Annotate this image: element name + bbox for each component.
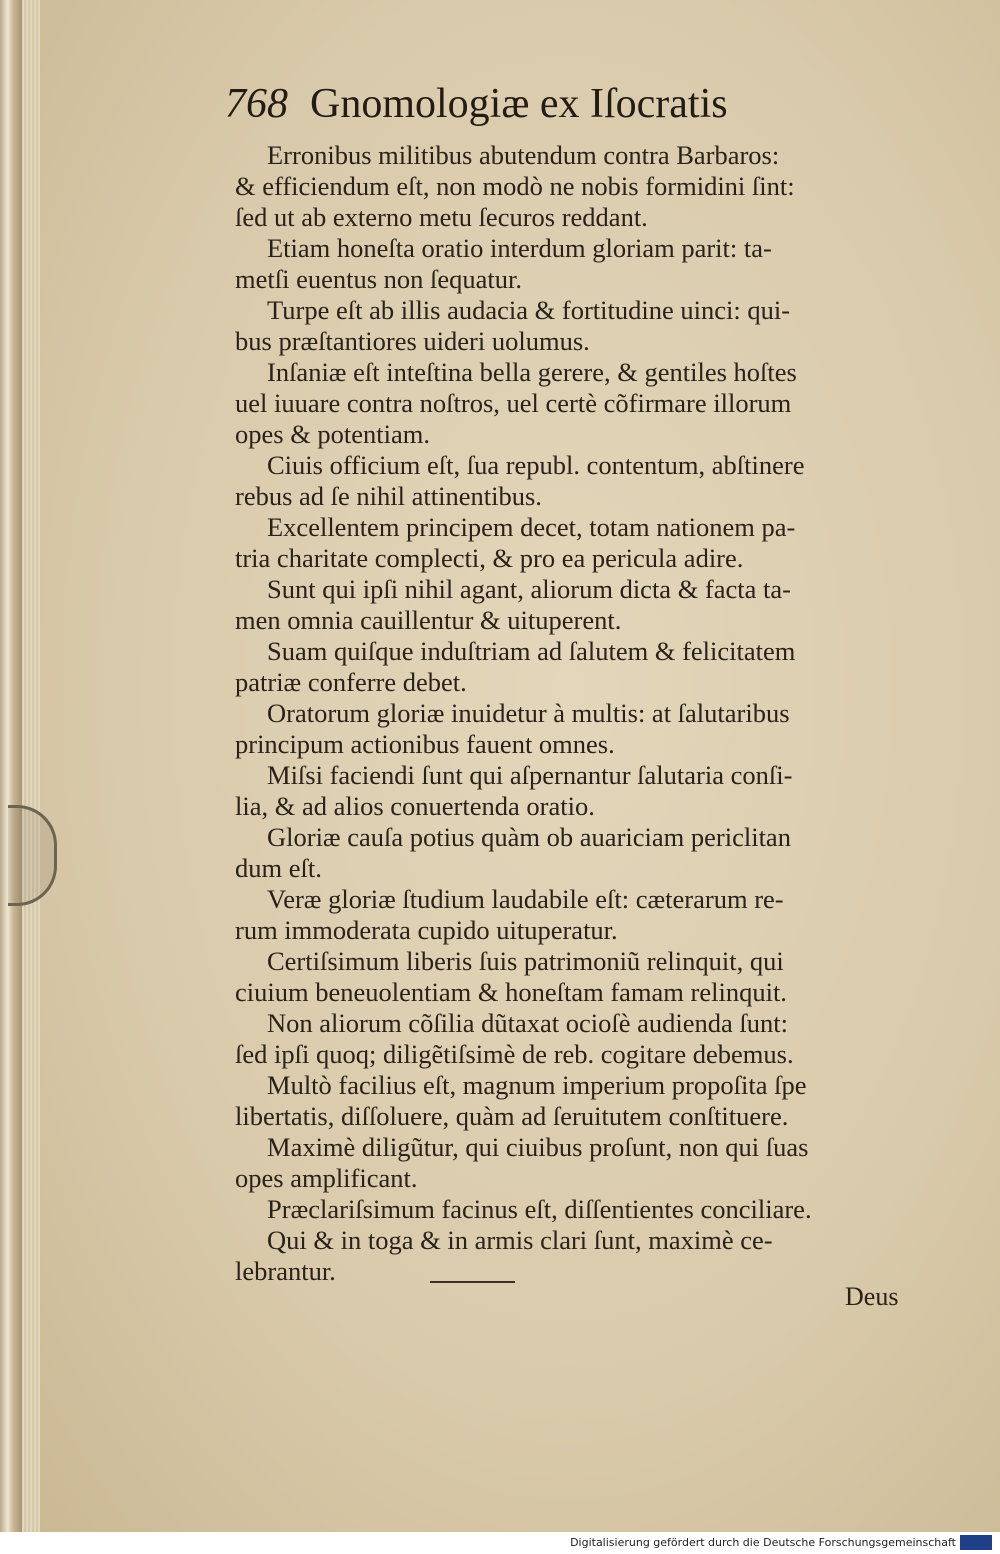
text-line: ſed ipſi quoq; diligẽtiſsimè de reb. cogitare debemus.: [235, 1039, 794, 1069]
book-binding: [0, 0, 22, 1532]
text-line: bus præſtantiores uideri uolumus.: [235, 326, 590, 356]
end-rule: [430, 1281, 515, 1283]
text-line: Gloriæ cauſa potius quàm ob auariciam periclitan: [267, 822, 791, 852]
text-line: Inſaniæ eſt inteſtina bella gerere, & gentiles hoſtes: [267, 357, 797, 387]
page-number: 768: [225, 81, 288, 127]
dfg-logo: [960, 1535, 992, 1550]
text-line: Præclariſsimum facinus eſt, diſſentientes conciliare.: [267, 1194, 812, 1224]
text-line: Miſsi faciendi ſunt qui aſpernantur ſalutaria conſi-: [267, 760, 793, 790]
text-line: men omnia cauillentur & uituperent.: [235, 605, 622, 635]
text-line: Excellentem principem decet, totam nationem pa-: [267, 512, 796, 542]
text-line: rum immoderata cupido uituperatur.: [235, 915, 618, 945]
text-line: Maximè diligũtur, qui ciuibus proſunt, non qui ſuas: [267, 1132, 809, 1162]
text-line: Veræ gloriæ ſtudium laudabile eſt: cæterarum re-: [267, 884, 784, 914]
text-line: Etiam honeſta oratio interdum gloriam parit: ta-: [267, 233, 772, 263]
text-line: patriæ conferre debet.: [235, 667, 467, 697]
text-line: & efficiendum eſt, non modò ne nobis formidini ſint:: [235, 171, 795, 201]
running-head: [225, 80, 925, 136]
funding-credit: Digitalisierung gefördert durch die Deutsche Forschungsgemeinschaft: [570, 1536, 956, 1549]
text-line: Sunt qui ipſi nihil agant, aliorum dicta & facta ta-: [267, 574, 791, 604]
text-line: Turpe eſt ab illis audacia & fortitudine uinci: qui-: [267, 295, 791, 325]
page-edges: [22, 0, 40, 1532]
text-line: Certiſsimum liberis ſuis patrimoniũ relinquit, qui: [267, 946, 784, 976]
text-line: principum actionibus fauent omnes.: [235, 729, 615, 759]
page-title: Gnomologiæ ex Iſocratis: [310, 81, 728, 127]
text-line: Ciuis officium eſt, ſua republ. contentum, abſtinere: [267, 450, 805, 480]
text-line: Erronibus militibus abutendum contra Barbaros:: [267, 140, 780, 170]
catchword: Deus: [845, 1282, 899, 1311]
text-line: Qui & in toga & in armis clari ſunt, maximè ce-: [267, 1225, 773, 1255]
text-line: Multò facilius eſt, magnum imperium propoſita ſpe: [267, 1070, 807, 1100]
text-line: dum eſt.: [235, 853, 322, 883]
text-line: rebus ad ſe nihil attinentibus.: [235, 481, 542, 511]
text-line: tria charitate complecti, & pro ea pericula adire.: [235, 543, 744, 573]
text-line: Suam quiſque induſtriam ad ſalutem & felicitatem: [267, 636, 796, 666]
text-line: lebrantur.: [235, 1256, 336, 1286]
text-line: opes & potentiam.: [235, 419, 431, 449]
text-line: uel iuuare contra noſtros, uel certè cõfirmare illorum: [235, 388, 792, 418]
text-line: libertatis, diſſoluere, quàm ad ſeruitutem conſtituere.: [235, 1101, 789, 1131]
text-line: ſed ut ab externo metu ſecuros reddant.: [235, 202, 648, 232]
text-line: opes amplificant.: [235, 1163, 418, 1193]
text-line: Oratorum gloriæ inuidetur à multis: at ſalutaribus: [267, 698, 790, 728]
text-line: ciuium beneuolentiam & honeſtam famam relinquit.: [235, 977, 787, 1007]
text-block: [235, 140, 915, 1287]
text-line: lia, & ad alios conuertenda oratio.: [235, 791, 595, 821]
text-line: Non aliorum cõſilia dũtaxat ocioſè audienda ſunt:: [267, 1008, 789, 1038]
text-line: metſi euentus non ſequatur.: [235, 264, 523, 294]
footer-bar: [0, 1532, 1000, 1554]
